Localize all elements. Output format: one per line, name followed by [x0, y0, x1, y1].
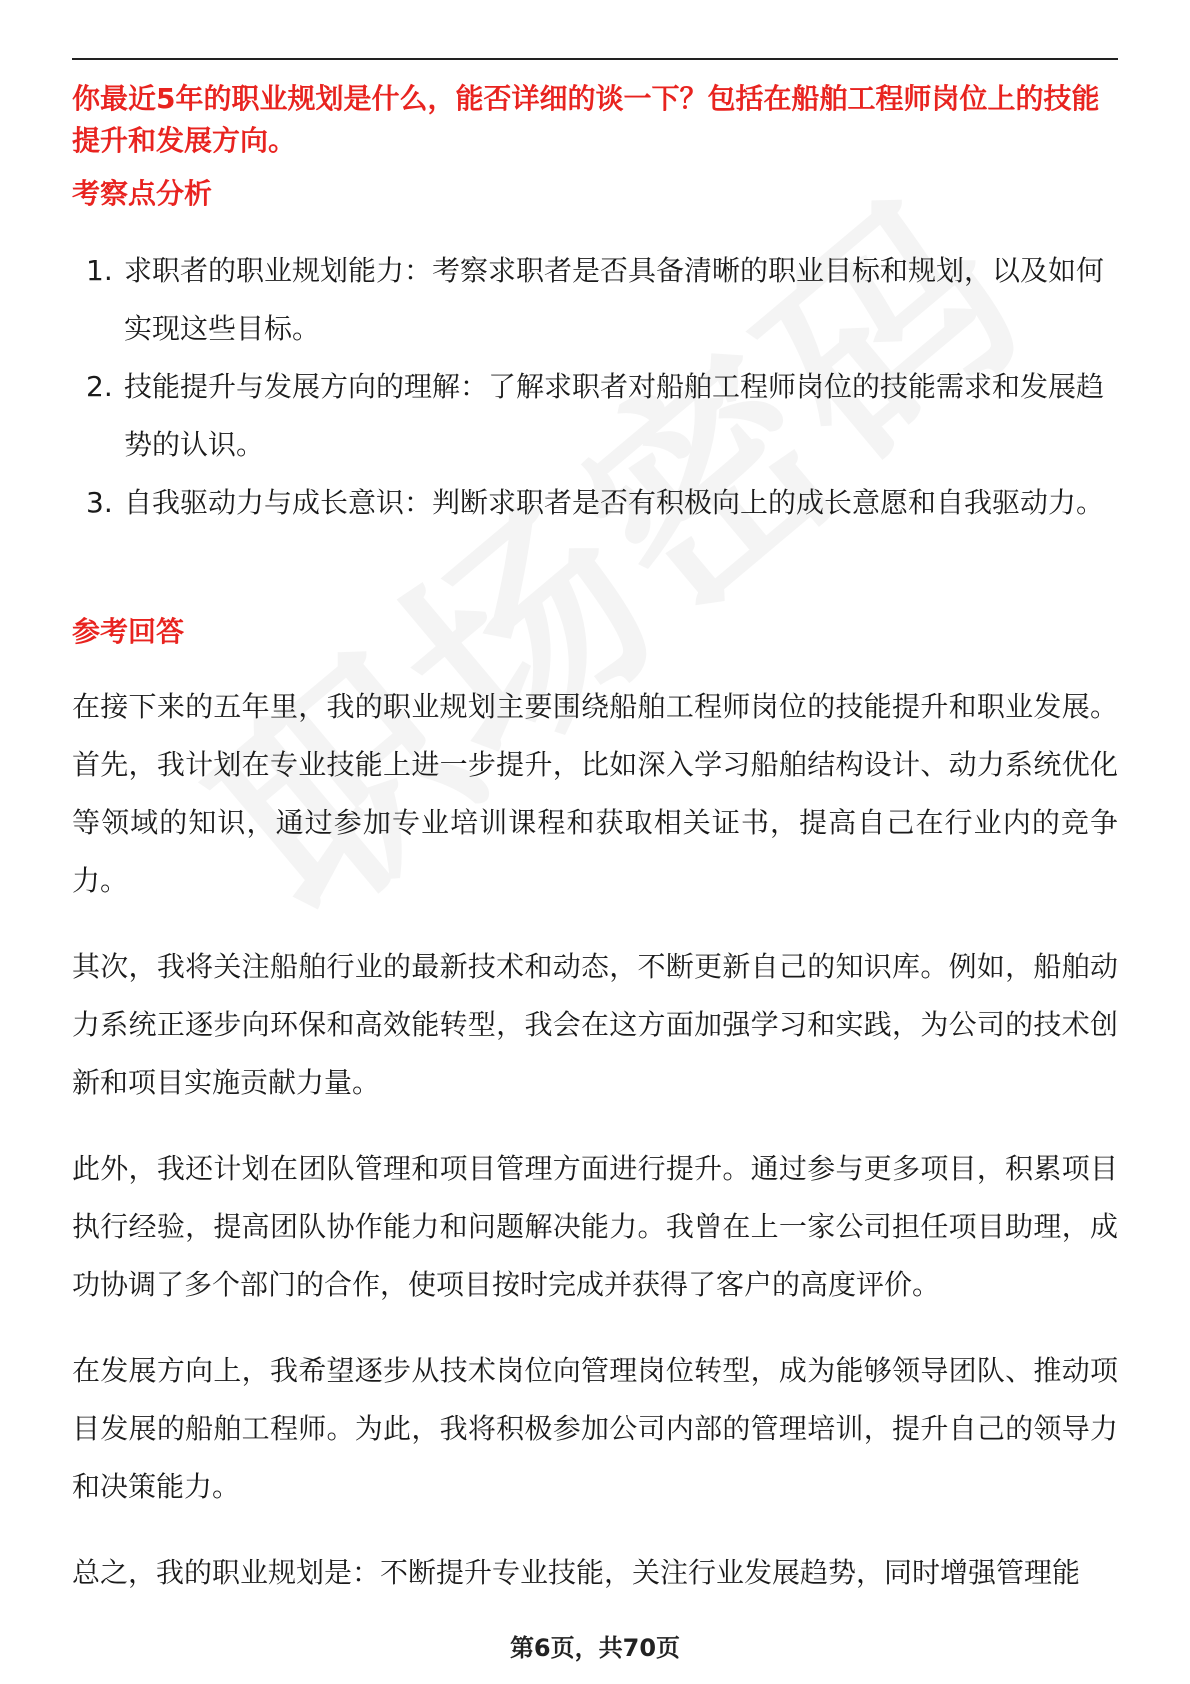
analysis-point: [72, 474, 1118, 532]
top-divider: [72, 58, 1118, 60]
analysis-section-title: 考察点分析: [72, 177, 213, 210]
answer-paragraph: 总之，我的职业规划是：不断提升专业技能，关注行业发展趋势，同时增强管理能: [72, 1556, 1081, 1589]
analysis-point-number: 2.: [86, 370, 113, 403]
answer-paragraph: 其次，我将关注船舶行业的最新技术和动态，不断更新自己的知识库。例如，船舶动力系统正逐步向环保和高效能转型，我会在这方面加强学习和实践，为公司的技术创新和项目实施贡献力量。: [72, 950, 1118, 1099]
question-heading: 你最近5年的职业规划是什么，能否详细的谈一下？包括在船舶工程师岗位上的技能提升和发展方向。: [72, 82, 1100, 157]
analysis-point: [72, 358, 1118, 474]
answer-section-title: 参考回答: [72, 615, 185, 648]
analysis-point-number: 3.: [86, 486, 113, 519]
analysis-point-text: 求职者的职业规划能力：考察求职者是否具备清晰的职业目标和规划，以及如何实现这些目标。: [124, 254, 1105, 345]
analysis-point-text: 技能提升与发展方向的理解：了解求职者对船舶工程师岗位的技能需求和发展趋势的认识。: [124, 370, 1105, 461]
analysis-point-text: 自我驱动力与成长意识：判断求职者是否有积极向上的成长意愿和自我驱动力。: [124, 486, 1105, 519]
analysis-point: [72, 242, 1118, 358]
answer-paragraph: 在接下来的五年里，我的职业规划主要围绕船舶工程师岗位的技能提升和职业发展。首先，我计划在专业技能上进一步提升，比如深入学习船舶结构设计、动力系统优化等领域的知识，通过参加专业培训课程和获取相关证书，提高自己在行业内的竞争力。: [72, 690, 1118, 897]
answer-paragraph: 此外，我还计划在团队管理和项目管理方面进行提升。通过参与更多项目，积累项目执行经验，提高团队协作能力和问题解决能力。我曾在上一家公司担任项目助理，成功协调了多个部门的合作，使项目按时完成并获得了客户的高度评价。: [72, 1152, 1118, 1301]
answer-paragraph: 在发展方向上，我希望逐步从技术岗位向管理岗位转型，成为能够领导团队、推动项目发展的船舶工程师。为此，我将积极参加公司内部的管理培训，提升自己的领导力和决策能力。: [72, 1354, 1118, 1503]
analysis-points-list: [72, 242, 1118, 532]
analysis-point-number: 1.: [86, 254, 113, 287]
page-number-footer: 第6页，共70页: [509, 1634, 681, 1662]
answer-body: [72, 678, 1118, 1630]
